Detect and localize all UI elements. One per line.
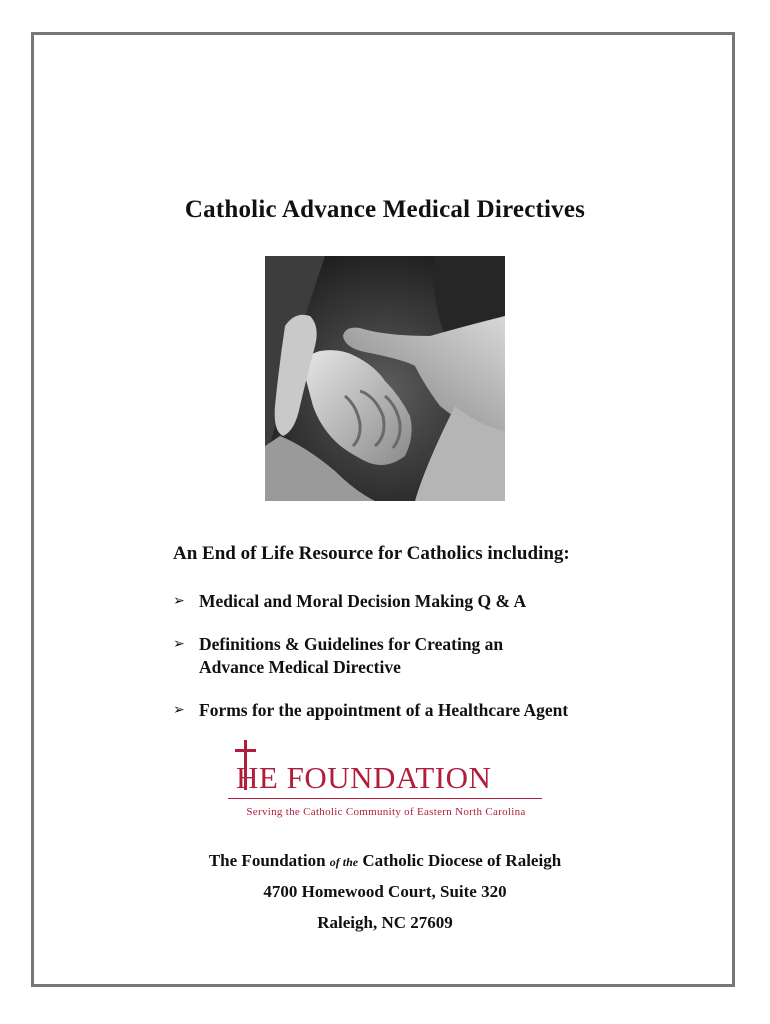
- list-item: [173, 699, 579, 722]
- arrow-bullet-icon: ➢: [173, 636, 185, 652]
- logo-divider: [228, 798, 542, 799]
- address-line-street: 4700 Homewood Court, Suite 320: [263, 882, 507, 901]
- page-border: [31, 32, 735, 987]
- arrow-bullet-icon: ➢: [173, 593, 185, 609]
- list-item: [173, 633, 579, 679]
- list-item-text: Definitions & Guidelines for Creating an Advance Medical Directive: [199, 634, 504, 677]
- org-name-part: The Foundation: [208, 851, 326, 870]
- list-item-text: Medical and Moral Decision Making Q & A: [199, 591, 527, 611]
- list-item: [173, 590, 579, 613]
- list-item-text: Forms for the appointment of a Healthcare Agent: [199, 700, 569, 720]
- document-subtitle: An End of Life Resource for Catholics including:: [173, 543, 570, 564]
- org-name-part: Catholic Diocese of Raleigh: [362, 851, 562, 870]
- address-line-city: Raleigh, NC 27609: [317, 913, 453, 932]
- arrow-bullet-icon: ➢: [173, 702, 185, 718]
- logo-text: HE FOUNDATION: [236, 760, 492, 795]
- cover-photo-hands: [265, 256, 505, 501]
- hands-image: [265, 256, 505, 501]
- foundation-logo: [226, 740, 546, 825]
- logo-tagline: Serving the Catholic Community of Eastern North Carolina: [246, 806, 526, 818]
- address-line-organization: [0, 851, 770, 871]
- org-name-connector: of the: [329, 855, 359, 869]
- feature-list: [173, 590, 579, 742]
- document-title: Catholic Advance Medical Directives: [184, 196, 586, 223]
